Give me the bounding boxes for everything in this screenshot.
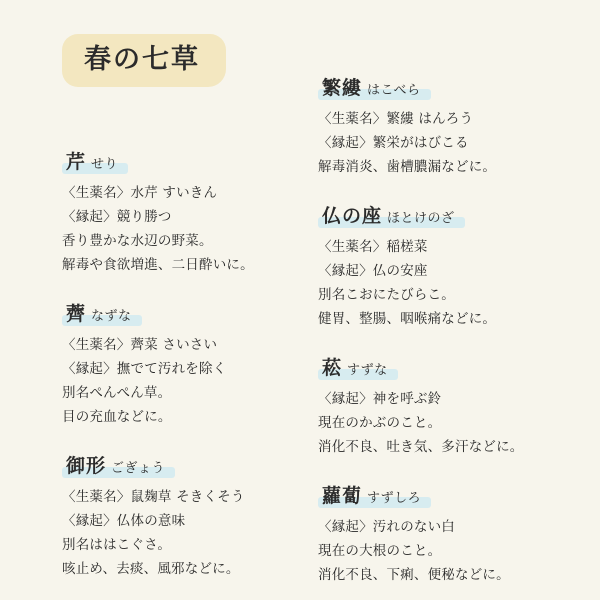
description-line: 消化不良、下痢、便秘などに。: [318, 567, 510, 584]
herb-entry-suzushiro: [318, 480, 568, 587]
description-line: 〈縁起〉仏の安座: [318, 263, 428, 280]
description-line: 〈縁起〉繁栄がはびこる: [318, 135, 469, 152]
herb-names: [322, 79, 421, 98]
herb-kana: すずしろ: [367, 491, 422, 507]
herb-kana: ごぎょう: [111, 461, 166, 477]
description-line: 目の充血などに。: [62, 409, 172, 426]
left-column: [62, 146, 312, 581]
herb-kanji: 繁縷: [322, 77, 363, 99]
description-line: 〈縁起〉汚れのない白: [318, 519, 455, 536]
herb-description: [318, 387, 568, 459]
herb-name-heading: [318, 480, 431, 510]
herb-name-heading: [62, 450, 175, 480]
description-line: 〈縁起〉仏体の意味: [62, 513, 186, 530]
description-line: 香り豊かな水辺の野菜。: [62, 233, 213, 250]
herb-entry-seri: [62, 146, 312, 277]
description-line: 〈生薬名〉薺菜 さいさい: [62, 337, 218, 354]
herb-names: [322, 487, 421, 506]
description-line: 〈縁起〉競り勝つ: [62, 209, 172, 226]
herb-names: [322, 207, 455, 226]
right-column: [318, 72, 568, 587]
description-line: 〈生薬名〉繁縷 はんろう: [318, 111, 474, 127]
description-line: 〈縁起〉撫でて汚れを除く: [62, 361, 227, 378]
herb-kana: すずな: [347, 363, 388, 379]
poster-title: [62, 34, 226, 87]
herb-description: [318, 515, 568, 587]
herb-entry-gogyou: [62, 450, 312, 581]
title-highlight-badge: [62, 34, 226, 87]
herb-name-heading: [318, 352, 398, 382]
herb-entry-suzuna: [318, 352, 568, 459]
herb-entry-nazuna: [62, 298, 312, 429]
herb-name-heading: [318, 72, 431, 102]
herb-kanji: 御形: [66, 455, 107, 478]
herb-kana: ほとけのざ: [387, 211, 455, 227]
herb-entry-hotokenoza: [318, 200, 568, 331]
herb-names: [66, 153, 118, 172]
description-line: 咳止め、去痰、風邪などに。: [62, 561, 240, 578]
herb-name-heading: [62, 298, 142, 328]
description-line: 〈縁起〉神を呼ぶ鈴: [318, 391, 442, 408]
herb-kanji: 薺: [66, 303, 87, 326]
herb-names: [322, 359, 388, 378]
description-line: 現在の大根のこと。: [318, 543, 442, 560]
description-line: 別名ははこぐさ。: [62, 537, 172, 554]
description-line: 解毒消炎、歯槽膿漏などに。: [318, 159, 497, 176]
herb-kana: はこべら: [367, 83, 421, 98]
herb-kanji: 蘿蔔: [322, 485, 363, 508]
description-line: 〈生薬名〉鼠麹草 そきくそう: [62, 489, 245, 506]
herb-name-heading: [318, 200, 465, 230]
herb-entry-hakobera: [318, 72, 568, 179]
herb-kanji: 菘: [322, 357, 343, 380]
description-line: 消化不良、吐き気、多汗などに。: [318, 439, 524, 456]
description-line: 解毒や食欲増進、二日酔いに。: [62, 257, 254, 274]
herb-description: [62, 485, 312, 581]
herb-description: [62, 181, 312, 277]
description-line: 〈生薬名〉稲槎菜: [318, 239, 428, 256]
herb-description: [318, 235, 568, 331]
description-line: 健胃、整腸、咽喉痛などに。: [318, 311, 497, 328]
description-line: 別名ぺんぺん草。: [62, 385, 172, 402]
herb-names: [66, 457, 165, 476]
herb-kana: なずな: [91, 309, 132, 325]
description-line: 〈生薬名〉水芹 すいきん: [62, 185, 218, 201]
herb-description: [62, 333, 312, 429]
herb-name-heading: [62, 146, 128, 176]
description-line: 別名こおにたびらこ。: [318, 287, 455, 304]
herb-kana: せり: [91, 157, 119, 172]
description-line: 現在のかぶのこと。: [318, 415, 442, 432]
herb-names: [66, 305, 132, 324]
title-text: 春の七草: [84, 44, 200, 75]
herb-kanji: 芹: [66, 151, 87, 173]
herb-kanji: 仏の座: [322, 205, 383, 228]
herb-description: [318, 107, 568, 179]
